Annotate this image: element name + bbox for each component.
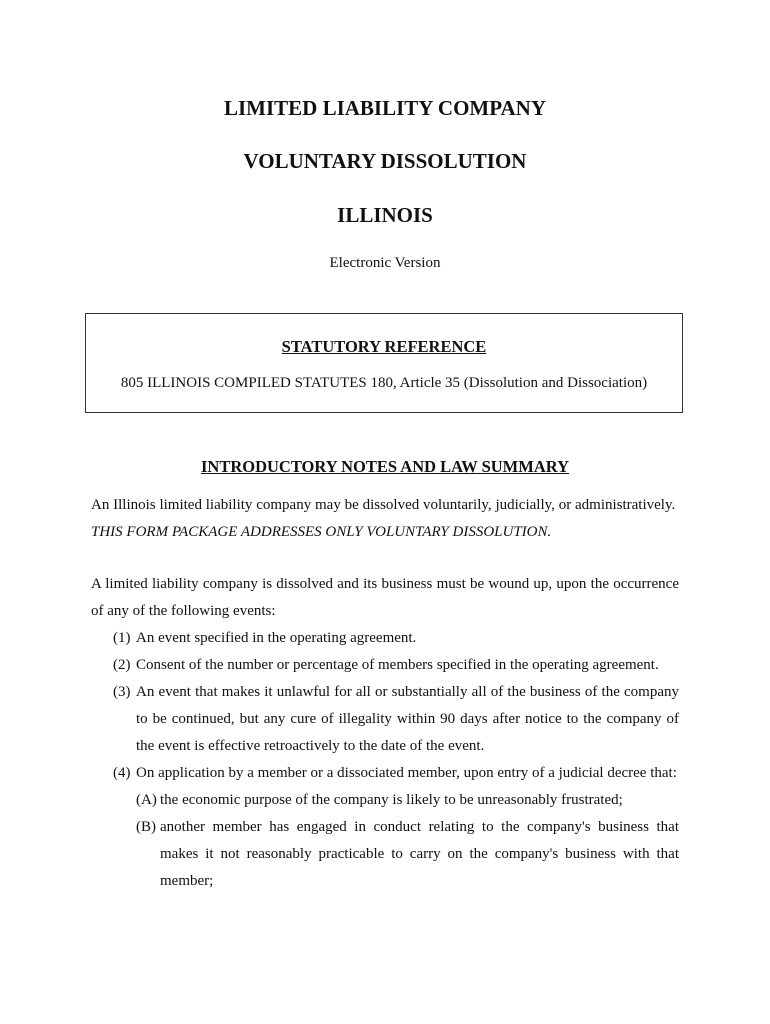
- title-line-1: LIMITED LIABILITY COMPANY: [223, 96, 547, 120]
- judicial-decree-sublist: [136, 787, 679, 895]
- sublist-item: [136, 814, 679, 895]
- intro-paragraph-1-italic: THIS FORM PACKAGE ADDRESSES ONLY VOLUNTARY DISSOLUTION.: [91, 524, 552, 540]
- list-item-marker: (2): [113, 657, 131, 673]
- sublist-item-text: the economic purpose of the company is likely to be unreasonably frustrated;: [160, 792, 623, 808]
- list-item-marker: (1): [113, 630, 131, 646]
- list-item-text: Consent of the number or percentage of members specified in the operating agreement.: [136, 657, 659, 673]
- statutory-reference-heading: STATUTORY REFERENCE: [281, 337, 487, 356]
- statutory-reference-text: 805 ILLINOIS COMPILED STATUTES 180, Article 35 (Dissolution and Dissociation): [120, 375, 648, 391]
- intro-heading: INTRODUCTORY NOTES AND LAW SUMMARY: [201, 457, 569, 476]
- list-item-text: On application by a member or a dissociated member, upon entry of a judicial decree that:: [136, 765, 677, 781]
- list-item: [91, 652, 679, 679]
- subtitle: Electronic Version: [329, 255, 441, 271]
- title-line-3: ILLINOIS: [337, 203, 433, 227]
- list-item-text: An event specified in the operating agreement.: [136, 630, 417, 646]
- statutory-reference-box: [85, 313, 683, 413]
- sublist-item-text: another member has engaged in conduct relating to the company's business that makes it not reasonably practicable to carry on the company's business with that member;: [160, 819, 679, 889]
- list-item: [91, 625, 679, 652]
- intro-paragraph-2: A limited liability company is dissolved and its business must be wound up, upon the occurrence of any of the following events:: [91, 576, 679, 619]
- title-line-2: VOLUNTARY DISSOLUTION: [243, 149, 527, 173]
- sublist-item-marker: (A): [136, 792, 157, 808]
- sublist-item-marker: (B): [136, 819, 156, 835]
- list-item: [91, 760, 679, 895]
- list-item: [91, 679, 679, 760]
- list-item-marker: (4): [113, 765, 131, 781]
- intro-paragraph-1: [91, 492, 679, 546]
- list-item-marker: (3): [113, 684, 131, 700]
- list-item-text: An event that makes it unlawful for all or substantially all of the business of the company to be continued, but any cure of illegality within 90 days after notice to the company of the event is effective retroactively to the date of the event.: [136, 684, 679, 754]
- dissolution-events-list: [91, 625, 679, 895]
- sublist-item: [136, 787, 679, 814]
- intro-paragraph-1-plain: An Illinois limited liability company may be dissolved voluntarily, judicially, or administratively.: [91, 497, 676, 513]
